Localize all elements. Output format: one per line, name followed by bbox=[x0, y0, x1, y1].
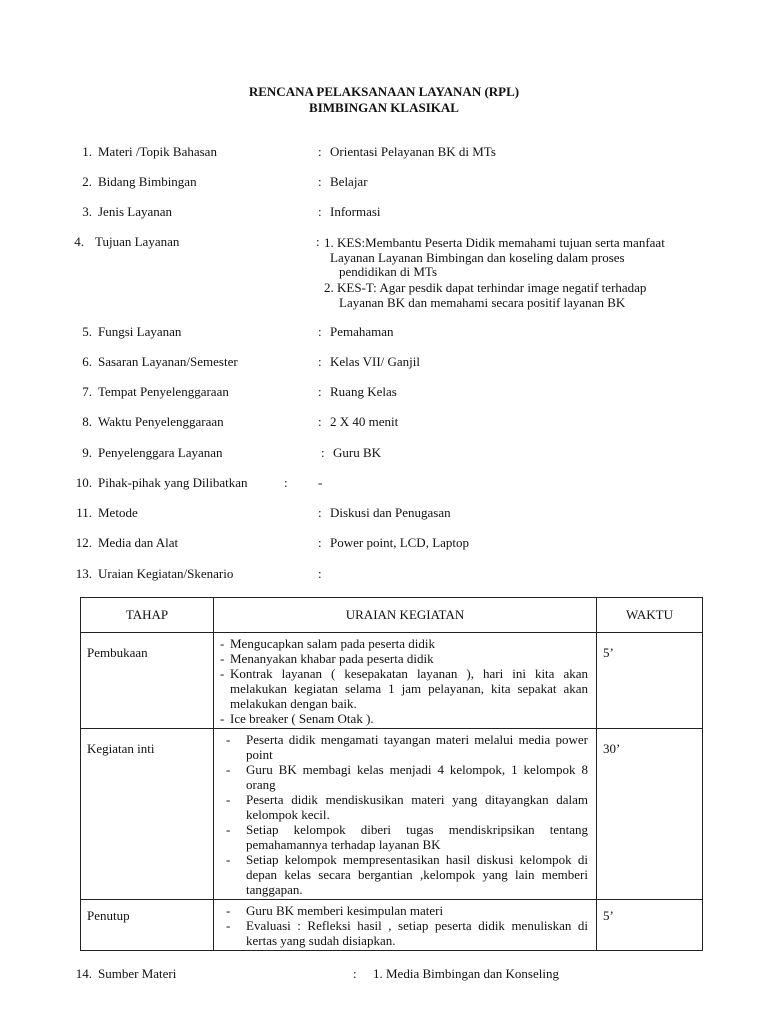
item-row bbox=[0, 353, 768, 371]
item-number: 2. bbox=[82, 174, 92, 189]
item-value: - bbox=[318, 475, 323, 490]
item-label: Penyelenggara Layanan bbox=[98, 445, 223, 460]
item-row bbox=[0, 565, 768, 583]
activity-item: - Peserta didik mengamati tayangan materi melalui media power point bbox=[220, 732, 588, 762]
table-header-row bbox=[81, 598, 703, 633]
goal-line: pendidikan di MTs bbox=[339, 264, 438, 279]
activity-item: - Guru BK membagi kelas menjadi 4 kelompok, 1 kelompok 8 orang bbox=[220, 762, 588, 792]
item-label: Media dan Alat bbox=[98, 535, 179, 550]
item-row bbox=[0, 203, 768, 221]
item-value: Diskusi dan Penugasan bbox=[330, 505, 451, 520]
item-number: 12. bbox=[75, 535, 92, 550]
document-subtitle: BIMBINGAN KLASIKAL bbox=[309, 100, 459, 115]
item-colon: : bbox=[318, 535, 322, 550]
item-value: Kelas VII/ Ganjil bbox=[330, 354, 421, 369]
document-title: RENCANA PELAKSANAAN LAYANAN (RPL) bbox=[248, 84, 520, 99]
table-row bbox=[81, 633, 703, 729]
item-row bbox=[0, 323, 768, 341]
item-colon: : bbox=[318, 144, 322, 159]
time-cell: 5’ bbox=[597, 633, 703, 729]
time-cell: 5’ bbox=[597, 900, 703, 951]
item-value: Ruang Kelas bbox=[330, 384, 397, 399]
item-row bbox=[0, 534, 768, 552]
item-label: Sumber Materi bbox=[98, 966, 177, 981]
goal-line: Layanan BK dan memahami secara positif layanan BK bbox=[339, 295, 626, 310]
item-colon: : bbox=[318, 384, 322, 399]
item-label: Fungsi Layanan bbox=[98, 324, 182, 339]
item-number: 14. bbox=[75, 966, 92, 981]
item-value: Pemahaman bbox=[330, 324, 394, 339]
item-row bbox=[0, 143, 768, 161]
item-label: Jenis Layanan bbox=[98, 204, 173, 219]
item-colon: : bbox=[318, 566, 322, 581]
item-colon: : bbox=[318, 174, 322, 189]
item-number: 10. bbox=[75, 475, 92, 490]
item-row bbox=[0, 173, 768, 191]
activity-item: - Menanyakan khabar pada peserta didik bbox=[220, 651, 588, 666]
item-number: 6. bbox=[82, 354, 92, 369]
item-number: 1. bbox=[82, 144, 92, 159]
item-colon: : bbox=[353, 966, 357, 981]
item-label: Uraian Kegiatan/Skenario bbox=[98, 566, 234, 581]
item-row bbox=[0, 383, 768, 401]
item-colon: : bbox=[318, 505, 322, 520]
item-number: 8. bbox=[82, 414, 92, 429]
goal-line: 1. KES:Membantu Peserta Didik memahami tujuan serta manfaat bbox=[324, 235, 665, 250]
activities-cell bbox=[214, 900, 597, 951]
item-row bbox=[0, 444, 768, 462]
column-header: URAIAN KEGIATAN bbox=[214, 598, 597, 633]
item-colon: : bbox=[318, 204, 322, 219]
stage-cell: Penutup bbox=[81, 900, 214, 951]
time-cell: 30’ bbox=[597, 729, 703, 900]
stage-cell: Kegiatan inti bbox=[81, 729, 214, 900]
item-colon: : bbox=[321, 445, 325, 460]
activity-item: - Mengucapkan salam pada peserta didik bbox=[220, 636, 588, 651]
item-label: Waktu Penyelenggaraan bbox=[98, 414, 224, 429]
activities-cell bbox=[214, 729, 597, 900]
table-row bbox=[81, 900, 703, 951]
item-label: Bidang Bimbingan bbox=[98, 174, 197, 189]
item-number: 5. bbox=[82, 324, 92, 339]
item-number: 9. bbox=[82, 445, 92, 460]
column-header: WAKTU bbox=[597, 598, 703, 633]
item-label: Pihak-pihak yang Dilibatkan bbox=[98, 475, 248, 490]
item-colon: : bbox=[316, 234, 320, 249]
stage-cell: Pembukaan bbox=[81, 633, 214, 729]
activity-item: - Peserta didik mendiskusikan materi yang ditayangkan dalam kelompok kecil. bbox=[220, 792, 588, 822]
activity-item: - Setiap kelompok mempresentasikan hasil diskusi kelompok di depan kelas secara bergantian ,kelompok yang lain memberi tanggapan. bbox=[220, 852, 588, 897]
item-label: Tujuan Layanan bbox=[95, 234, 180, 249]
item-number: 13. bbox=[75, 566, 92, 581]
goal-line: Layanan Layanan Bimbingan dan koseling dalam proses bbox=[330, 250, 625, 265]
activities-cell bbox=[214, 633, 597, 729]
item-colon: : bbox=[284, 475, 288, 490]
item-label: Tempat Penyelenggaraan bbox=[98, 384, 229, 399]
activity-item: - Evaluasi : Refleksi hasil , setiap peserta didik menuliskan di kertas yang sudah disiapkan. bbox=[220, 918, 588, 948]
item-number: 11. bbox=[76, 505, 92, 520]
item-value: 1. Media Bimbingan dan Konseling bbox=[373, 966, 559, 981]
table-row bbox=[81, 729, 703, 900]
item-row bbox=[0, 965, 768, 983]
item-number: 3. bbox=[82, 204, 92, 219]
item-number: 4. bbox=[74, 234, 84, 249]
activity-item: - Guru BK memberi kesimpulan materi bbox=[220, 903, 588, 918]
item-value: 2 X 40 menit bbox=[330, 414, 399, 429]
item-label: Materi /Topik Bahasan bbox=[98, 144, 217, 159]
item-value: Guru BK bbox=[333, 445, 382, 460]
item-value: Orientasi Pelayanan BK di MTs bbox=[330, 144, 496, 159]
item-row bbox=[0, 413, 768, 431]
activity-item: - Ice breaker ( Senam Otak ). bbox=[220, 711, 588, 726]
activity-item: - Setiap kelompok diberi tugas mendiskripsikan tentang pemahamannya terhadap layanan BK bbox=[220, 822, 588, 852]
item-colon: : bbox=[318, 324, 322, 339]
item-value: Belajar bbox=[330, 174, 368, 189]
item-row bbox=[0, 504, 768, 522]
activity-table bbox=[80, 597, 703, 951]
item-row bbox=[0, 474, 768, 492]
item-label: Metode bbox=[98, 505, 138, 520]
activity-item: - Kontrak layanan ( kesepakatan layanan ), hari ini kita akan melakukan kegiatan selama 1 jam pelayanan, kita sepakat akan melakukan dengan baik. bbox=[220, 666, 588, 711]
item-value: Power point, LCD, Laptop bbox=[330, 535, 470, 550]
item-label: Sasaran Layanan/Semester bbox=[98, 354, 238, 369]
item-number: 7. bbox=[82, 384, 92, 399]
column-header: TAHAP bbox=[81, 598, 214, 633]
item-colon: : bbox=[318, 414, 322, 429]
item-colon: : bbox=[318, 354, 322, 369]
item-value: Informasi bbox=[330, 204, 381, 219]
goal-line: 2. KES-T: Agar pesdik dapat terhindar image negatif terhadap bbox=[324, 280, 647, 295]
